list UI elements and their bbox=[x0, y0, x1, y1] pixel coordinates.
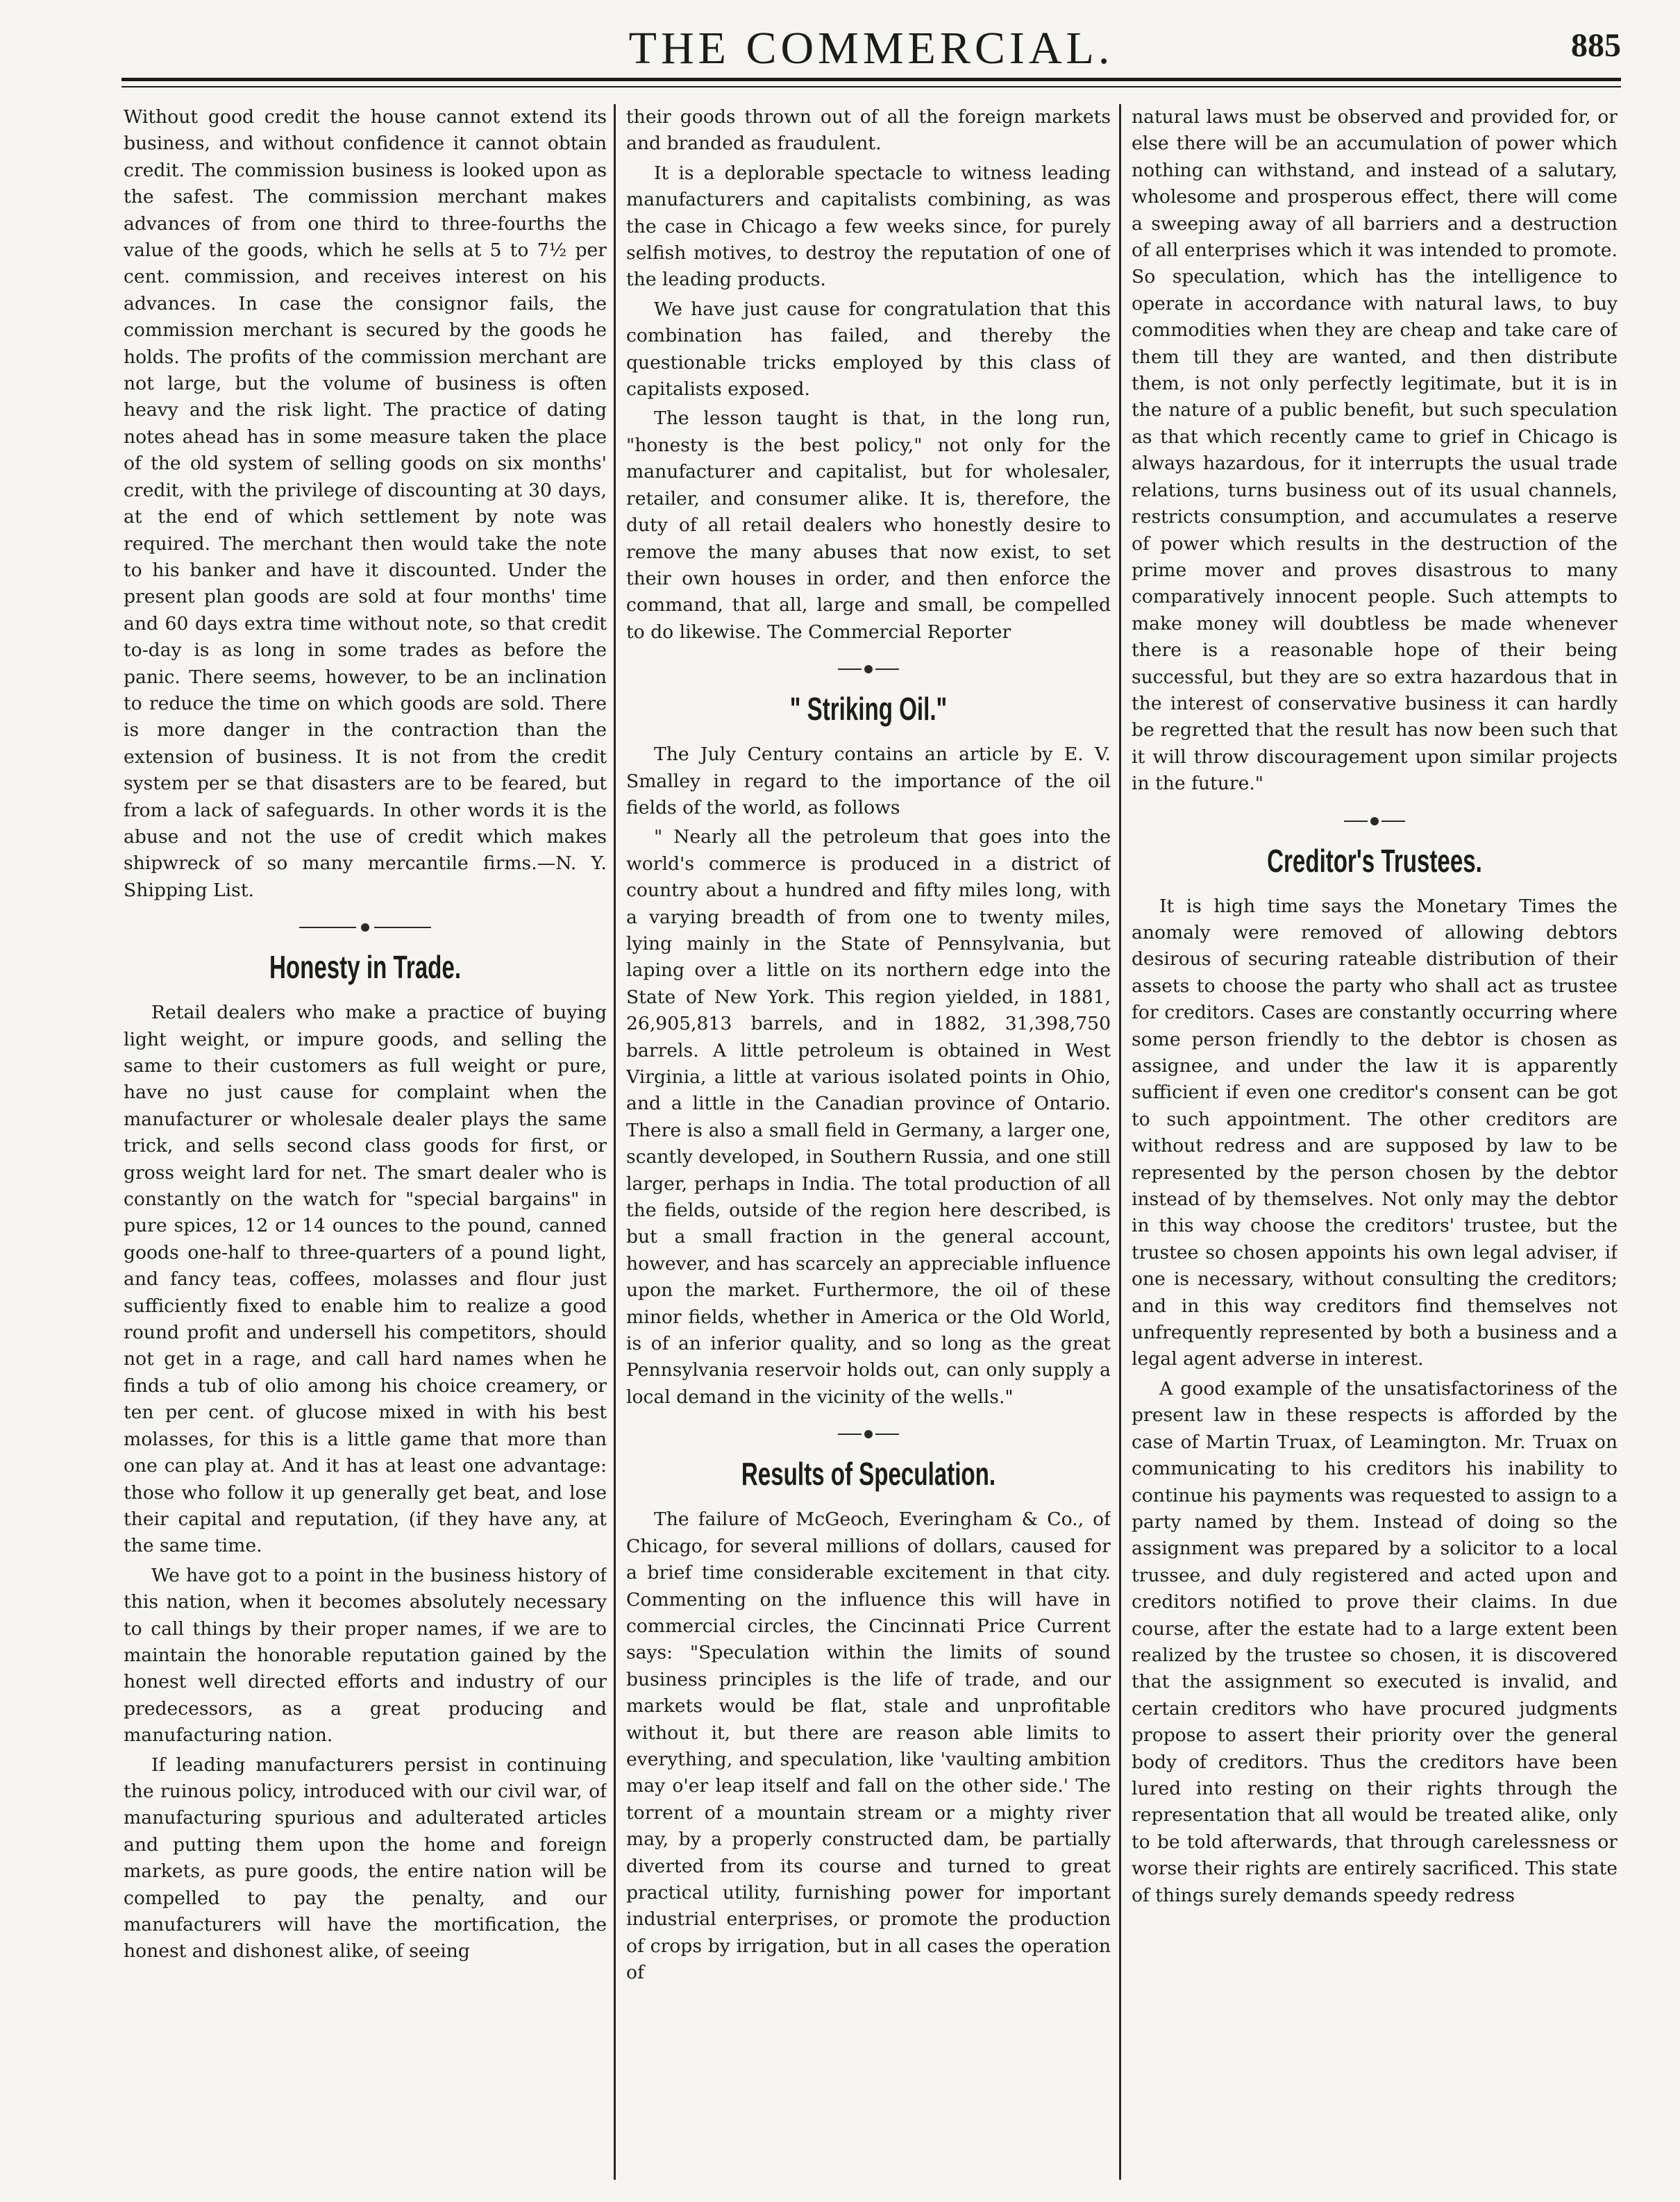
column-middle bbox=[626, 104, 1111, 2180]
column-divider bbox=[614, 104, 616, 2180]
section-divider bbox=[1344, 812, 1405, 831]
article-paragraph: The lesson taught is that, in the long run, "honesty is the best policy," not only for the manufacturer and capitalist, but for wholesaler, retailer, and consumer alike. It is, therefore, the duty of all retail dealers who honestly desire to remove the many abuses that now exist, to set their own houses in order, and then enforce the command, that all, large and small, be compelled to do likewise. The Commercial Reporter bbox=[626, 407, 1111, 643]
article-paragraph: " Nearly all the petroleum that goes into the world's commerce is produced in a district of country about a hundred and fifty miles long, with a varying breadth of from one to twenty miles, lying mainly in the State of Pennsylvania, but laping over a little on its northern edge into the State of New York. This region yielded, in 1881, 26,905,813 barrels, and in 1882, 31,398,750 barrels. A little petroleum is obtained in West Virginia, a little at various isolated points in Ohio, and a little in the Canadian province of Ontario. There is also a small field in Germany, a larger one, scantly developed, in Southern Russia, and one still larger, perhaps in India. The total production of all the fields, outside of the region here described, is but a small fraction in the general account, however, and has scarcely an appreciable influence upon the market. Furthermore, the oil of these minor fields, whether in America or the Old World, is of an inferior quality, and so long as the great Pennsylvania reservoir holds out, can only supply a local demand in the vicinity of the wells." bbox=[626, 826, 1111, 1408]
article-paragraph: We have just cause for congratulation that this combination has failed, and thereby the questionable tricks employed by this class of capitalists exposed. bbox=[626, 298, 1111, 401]
article-paragraph: Without good credit the house cannot extend its business, and without confidence it cannot obtain credit. The commission business is looked upon as the safest. The commission merchant makes advances of from one third to three-fourths the value of the goods, which he sells at 5 to 7½ per cent. commission, and receives interest on his advances. In case the consignor fails, the commission merchant is secured by the goods he holds. The profits of the commission merchant are not large, but the volume of business is often heavy and the risk light. The practice of dating notes ahead has in some measure taken the place of the old system of selling goods on six months' credit, with the privilege of discounting at 30 days, at the end of which settlement by note was required. The merchant then would take the note to his banker and have it discounted. Under the present plan goods are sold at four months' time and 60 days extra time without note, so that credit to-day is as long in some trades as before the panic. There seems, however, to be an inclination to reduce the time on which goods are sold. There is more danger in the contraction than the extension of business. It is not from the credit system per se that disasters are to be feared, but from a lack of safeguards. In other words it is the abuse and not the use of credit which makes shipwreck of so many mercantile firms.—N. Y. Shipping List. bbox=[124, 106, 607, 901]
page-number: 885 bbox=[1571, 27, 1621, 64]
headline-honesty-in-trade: Honesty in Trade. bbox=[269, 949, 462, 986]
masthead bbox=[121, 19, 1621, 75]
headline-results-of-speculation: Results of Speculation. bbox=[741, 1456, 996, 1493]
section-divider bbox=[299, 918, 431, 937]
article-paragraph: It is a deplorable spectacle to witness leading manufacturers and capitalists combining, as was the case in Chicago a few weeks since, for purely selfish motives, to destroy the reputation of one of the leading products. bbox=[626, 162, 1111, 291]
article-paragraph: We have got to a point in the business history of this nation, when it becomes absolutely necessary to call things by their proper names, if we are to maintain the honorable reputation gained by the honest well directed efforts and industry of our predecessors, as a great producing and manufacturing nation. bbox=[124, 1564, 607, 1747]
article-paragraph: The failure of McGeoch, Everingham & Co., of Chicago, for several millions of dollars, caused for a brief time considerable excitement in that city. Commenting on the influence this will have in commercial circles, the Cincinnati Price Current says: "Speculation within the limits of sound business principles is the life of trade, and our markets would be flat, stale and unprofitable without it, but there are reason able limits to everything, and speculation, like 'vaulting ambition may o'er leap itself and fall on the other side.' The torrent of a mountain stream or a mighty river may, by a properly constructed dam, be partially diverted from its course and turned to great practical utility, furnishing power for important industrial enterprises, or promote the production of crops by irrigation, but in all cases the operation of bbox=[626, 1508, 1111, 1984]
header-rule-thick bbox=[121, 78, 1621, 81]
column-left bbox=[124, 104, 607, 2180]
header-rule-thin bbox=[121, 86, 1621, 87]
column-divider bbox=[1119, 104, 1121, 2180]
publication-title: THE COMMERCIAL. bbox=[628, 23, 1114, 74]
headline-striking-oil: " Striking Oil." bbox=[789, 691, 948, 728]
article-paragraph: It is high time says the Monetary Times the anomaly were removed of allowing debtors desirous of securing rateable distribution of their assets to choose the party who shall act as trustee for creditors. Cases are constantly occurring where some person friendly to the debtor is chosen as assignee, and under the law it is apparently sufficient if even one creditor's consent can be got to such appointment. The other creditors are without redress and are supposed by law to be represented by the person chosen by the debtor instead of by themselves. Not only may the debtor in this way choose the creditors' trustee, but the trustee so chosen appoints his own legal adviser, if one is necessary, without consulting the creditors; and in this way creditors find themselves not unfrequently represented by both a business and a legal agent adverse in interest. bbox=[1132, 895, 1618, 1370]
column-right bbox=[1132, 104, 1618, 2180]
article-paragraph: natural laws must be observed and provided for, or else there will be an accumulation of power which nothing can withstand, and instead of a salutary, wholesome and prosperous effect, there will come a sweeping away of all barriers and a destruction of all enterprises which it was intended to promote. So speculation, which has the intelligence to operate in accordance with natural laws, to buy commodities when they are cheap and take care of them till they are wanted, and then distribute them, is not only perfectly legitimate, but it is in the nature of a public benefit, but such speculation as that which recently came to grief in Chicago is always hazardous, for it interrupts the usual trade relations, turns business out of its usual channels, restricts consumption, and accumulates a reserve of power which results in the destruction of the prime mover and proves disastrous to many comparatively innocent people. Such attempts to make money will doubtless be made whenever there is a reasonable hope of their being successful, but they are so extra hazardous that in the interest of conservative business it can hardly be regretted that the result has now been such that it will throw discouragement upon similar projects in the future." bbox=[1132, 106, 1618, 795]
article-paragraph: their goods thrown out of all the foreign markets and branded as fraudulent. bbox=[626, 106, 1111, 155]
article-paragraph: Retail dealers who make a practice of buying light weight, or impure goods, and selling the same to their customers as full weight or pure, have no just cause for complaint when the manufacturer or wholesale dealer plays the same trick, and sells second class goods for first, or gross weight lard for net. The smart dealer who is constantly on the watch for "special bargains" in pure spices, 12 or 14 ounces to the pound, canned goods one-half to three-quarters of a pound light, and fancy teas, coffees, molasses and flour just sufficiently fixed to enable him to realize a good round profit and undersell his competitors, should not get in a rage, and call hard names when he finds a tub of olio among his choice creamery, or ten per cent. of glucose mixed in with his best molasses, for this is a little game that more than one can play at. And it has at least one advantage: those who follow it up generally get beat, and lose their capital and reputation, (if they have any, at the same time. bbox=[124, 1002, 607, 1557]
headline-creditors-trustees: Creditor's Trustees. bbox=[1267, 842, 1482, 879]
section-divider bbox=[838, 1424, 899, 1444]
article-paragraph: A good example of the unsatisfactoriness of the present law in these respects is afforded by the case of Martin Truax, of Leamington. Mr. Truax on communicating to his creditors his inability to continue his payments was requested to assign to a party named by them. Instead of doing so the assignment was prepared by a solicitor to a local trussee, and duly registered and acted upon and creditors notified to prove their claims. In due course, after the estate had to a large extent been realized by the trustee so chosen, it is discovered that the assignment so executed is invalid, and certain creditors who have procured judgments propose to assert their priority over the general body of creditors. Thus the creditors have been lured into resting on their rights through the representation that all would be treated alike, only to be told afterwards, that through carelessness or worse their rights are entirely sacrificed. This state of things surely demands speedy redress bbox=[1132, 1377, 1618, 1906]
section-divider bbox=[838, 659, 899, 679]
article-paragraph: If leading manufacturers persist in continuing the ruinous policy, introduced with our civil war, of manufacturing spurious and adulterated articles and putting them upon the home and foreign markets, as pure goods, the entire nation will be compelled to pay the penalty, and our manufacturers will have the mortification, the honest and dishonest alike, of seeing bbox=[124, 1754, 607, 1963]
article-paragraph: The July Century contains an article by E. V. Smalley in regard to the importance of the oil fields of the world, as follows bbox=[626, 743, 1111, 818]
